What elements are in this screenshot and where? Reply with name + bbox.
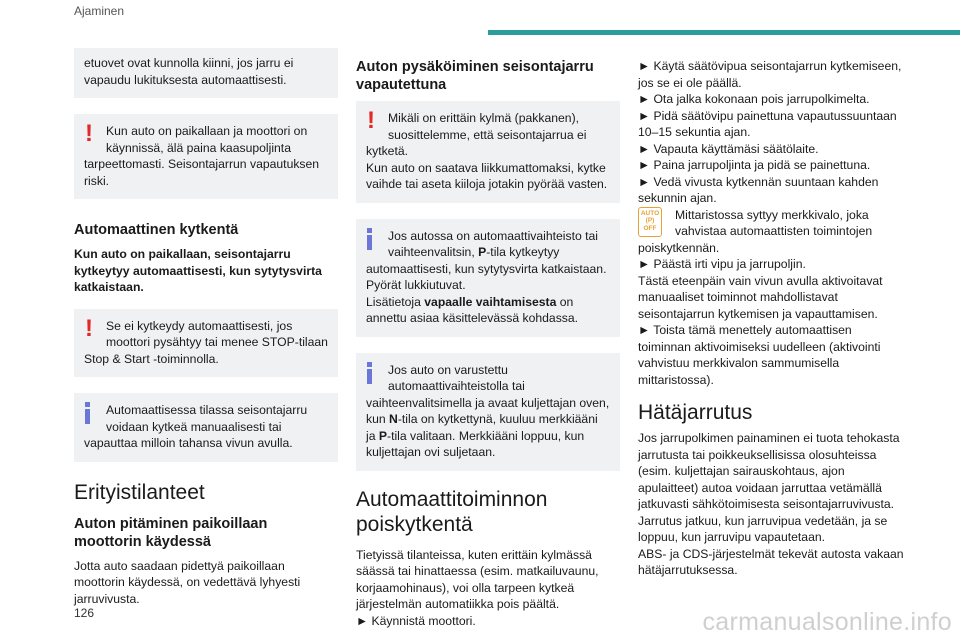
keep-text: Jotta auto saadaan pidettyä paikoillaan moottorin käydessä, on vedettävä lyhyesti jarruvivusta.: [74, 558, 301, 606]
info-text: [366, 395, 610, 461]
indicator-line: vahvistaa automaattisten toimintojen: [675, 224, 873, 238]
info-icon: [367, 362, 372, 384]
info-text: Pyörät lukkiutuvat.: [366, 278, 466, 292]
column-right: [638, 58, 904, 579]
step-text: ► Pidä säätövipu painettuna vapautussuuntaan 10–15 sekuntia ajan.: [638, 108, 897, 139]
section-heading-special: Erityistilanteet: [74, 480, 205, 504]
warning-line: suosittelemme, että seisontajarrua ei: [388, 127, 587, 142]
info-line: voidaan kytkeä manuaalisesti tai: [106, 419, 282, 434]
warning-box: [356, 101, 620, 203]
info-icon: [85, 402, 90, 424]
gear-p-label: P: [478, 245, 487, 259]
step-text: ► Päästä irti vipu ja jarrupoljin.: [638, 257, 806, 271]
info-line: [388, 244, 610, 261]
indicator-text: poiskytkennän.: [638, 240, 720, 255]
gear-p-label: P: [378, 428, 388, 443]
step-text: ► Ota jalka kokonaan pois jarrupolkimelta.: [638, 92, 870, 106]
warning-text: kytketä.: [366, 144, 408, 158]
section-heading-park: Auton pysäköiminen seisontajarru vapautettuna: [356, 59, 594, 93]
step-text: ► Toista tämä menettely automaattisen toiminnan aktivoimiseksi uudelleen (aktivointi vahvistuu merkkivalon sammumisella mittaristossa).: [638, 323, 881, 387]
header-accent-bar: [488, 30, 960, 35]
warning-icon: !: [85, 120, 93, 147]
info-text: automaattisesti, kun sytytysvirta katkaistaan.: [366, 261, 607, 276]
warning-text: Stop & Start -toiminnolla.: [84, 351, 219, 366]
info-line: Jos autossa on automaattivaihteisto tai: [388, 228, 599, 243]
info-text: vapauttaa milloin tahansa vivun avulla.: [84, 436, 293, 450]
indicator-note: [638, 207, 904, 257]
auto-off-indicator-icon: [638, 207, 662, 237]
info-line: Automaattisessa tilassa seisontajarru: [106, 403, 308, 417]
note-box: [74, 48, 338, 98]
step-text: ► Paina jarrupoljinta ja pidä se painettuna.: [638, 158, 871, 172]
step-text: ► Käytä säätövipua seisontajarrun kytkemiseen, jos se ei ole päällä.: [638, 59, 902, 90]
emergency-text: ABS- ja CDS-järjestelmät tekevät autosta vakaan hätäjarrutuksessa.: [638, 546, 904, 577]
auto-bold-text: Kun auto on paikallaan, seisontajarru kytkeytyy automaattisesti, kun sytytysvirta katkaistaan.: [74, 247, 322, 294]
info-text-part: vaihteenvalitsin,: [388, 245, 479, 259]
header-title: Ajaminen: [74, 4, 125, 18]
warning-icon: !: [367, 107, 375, 134]
indicator-line: Mittaristossa syttyy merkkivalo, joka: [675, 207, 869, 222]
info-box: [74, 393, 338, 462]
section-heading-emergency: Hätäjarrutus: [638, 401, 753, 424]
info-box: [356, 353, 620, 471]
warning-line: Mikäli on erittäin kylmä (pakkanen),: [388, 111, 580, 125]
watermark: carmanualsonline.info: [702, 608, 952, 636]
warning-icon: !: [85, 314, 93, 342]
column-middle: [356, 58, 620, 629]
note-text: etuovet ovat kunnolla kiinni, jos jarru ei vapaudu lukituksesta automaattisesti.: [84, 56, 294, 87]
info-text-part: Lisätietoja: [366, 294, 425, 309]
step-text: Tästä eteenpäin vain vivun avulla aktivoitavat manuaaliset toiminnot mahdollistavat seisontajarrun kytkemisen ja vapauttamisen.: [638, 273, 883, 321]
subheading-keep: Auton pitäminen paikoillaan moottorin käydessä: [74, 515, 268, 550]
icon-label: OFF: [643, 224, 657, 232]
info-text-part: -tila on kytkettynä, kuuluu merkkiääni ja: [366, 412, 598, 443]
info-line: Jos auto on varustettu: [388, 362, 508, 377]
disable-text: Tietyissä tilanteissa, kuten erittäin kylmässä säässä tai hinattaessa (esim. matkailuvaunu, korjaamohinaus), voi olla tarpeen kytkeä järjestelmän automatiikka pois päältä.: [356, 547, 599, 611]
warning-text: tarpeettomasti. Seisontajarrun vapautuksen riski.: [84, 157, 320, 188]
info-text-part: -tila valitaan. Merkkiääni loppuu, kun kuljettajan ovi suljetaan.: [366, 428, 585, 459]
section-heading-auto: Automaattinen kytkentä: [74, 222, 239, 238]
warning-line: Kun auto on paikallaan ja moottori on: [106, 124, 308, 138]
gear-n-label: N: [389, 412, 398, 426]
step-text: ► Käynnistä moottori.: [356, 613, 476, 628]
warning-line: moottori pysähtyy tai menee STOP-tilaan: [106, 335, 328, 349]
warning-line: käynnissä, älä paina kaasupoljinta: [106, 140, 291, 155]
emergency-text: Jos jarrupolkimen painaminen ei tuota tehokasta jarrutusta tai poikkeuksellisissa olosuhteissa (esim. kuljettajan sairauskohtaus, ajon apulaitteet) autoa voidaan jarruttaa vetämällä jatkuvasti sähkötoimisesta seisontajarruvivusta.: [638, 431, 900, 511]
page-number: 126: [74, 606, 95, 620]
icon-label: (P): [645, 217, 655, 224]
info-text-part: on annettu asiaa käsittelevässä kohdassa.: [366, 294, 579, 325]
warning-text: Kun auto on saatava liikkumattomaksi, kytke vaihde tai aseta kiiloja jotakin pyörää vasten.: [366, 160, 608, 191]
step-text: ► Vapauta käyttämäsi säätölaite.: [638, 141, 819, 156]
emergency-text: Jarrutus jatkuu, kun jarruvipua vedetään, ja se loppuu, kun jarruvipu vapautetaan.: [638, 513, 888, 544]
warning-line: Se ei kytkeydy automaattisesti, jos: [106, 318, 293, 333]
column-left: [74, 48, 338, 607]
warning-box: [74, 114, 338, 199]
warning-box: [74, 309, 338, 378]
section-heading-disable: Automaattitoiminnon poiskytkentä: [356, 487, 548, 536]
info-line: automaattivaihteistolla tai: [388, 379, 525, 393]
info-text-part: vaihteenvalitsimella ja avaat kuljettajan oven, kun: [366, 395, 610, 426]
info-box: [356, 219, 620, 337]
info-icon: [367, 228, 372, 250]
step-text: ► Vedä vivusta kytkennän suuntaan kahden sekunnin ajan.: [638, 174, 879, 205]
info-text: [366, 294, 610, 327]
info-text-part: -tila kytkeytyy: [486, 245, 560, 259]
neutral-link-text: vapaalle vaihtamisesta: [424, 294, 557, 309]
icon-label: AUTO: [640, 209, 660, 217]
